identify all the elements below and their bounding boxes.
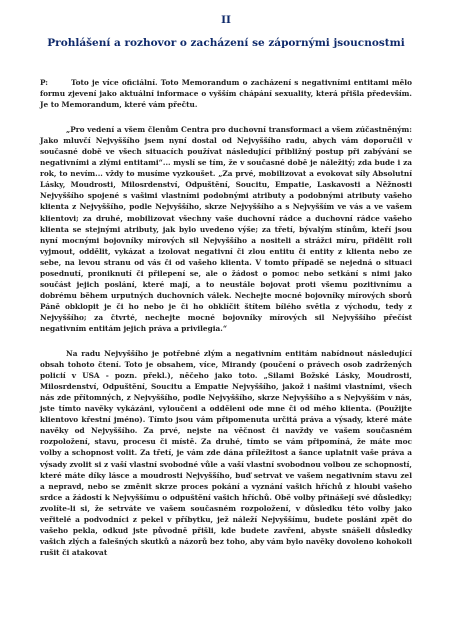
- paragraph-1-text: Toto je více oficiální. Toto Memorandum o zacházení s negativními entitami mělo formu zjevení jako aktuální informace o vyšším chápání sexuality, která přišla především. Je to Memorandum, které vám přečtu.: [40, 78, 412, 110]
- speaker-label: P:: [40, 78, 48, 87]
- paragraph-2: „Pro vedení a všem členům Centra pro duchovní transformaci a všem zúčastněným: Jako mluvčí Nejvyššího jsem nyní dostal od Nejvyššího radu, abych vám doporučil v současné době ve všech situacích používat následující přibližný postup při zabývání se negativními a zlými entitami“... myslí se tím, že v současné době je náležitý; zda bude i za rok, to nevím... vždy to musíme vyzkoušet. „Za prvé, mobilizovat a evokovat síly Absolutní Lásky, Moudrosti, Milosrdenství, Odpuštění, Soucitu, Empatie, Laskavosti a Něžnosti Nejvyššího spojené s vašimi vlastními podobnými atributy a podobnými atributy vašeho klienta z Nejvyššího, podle Nejvyššího, skrze Nejvyššího a s Nejvyšším ve vás a ve vašem klientovi; za druhé, mobilizovat všechny vaše duchovní rádce a duchovní rádce vašeho klienta se stejnými atributy, jak bylo uvedeno výše; za třetí, bývalým stínům, kteří jsou nyní mocnými bojovníky mírových sil Nejvyššího a nositeli a strážci míru, přidělit roli vyjmout, oddělit, vykázat a izolovat negativní či zlou entitu či entity z klienta nebo ze sebe, na levou stranu od vás či od vašeho klienta. V tomto případě se nejedná o situaci posednutí, proniknutí či přilepení se, ale o žádost o pomoc nebo setkání s nimi jako součást jejich poslání, které mají, a to neustále bojovat proti všemu pozitivnímu a dobrému během urputných duchovních válek. Nechejte mocné bojovníky mírových sborů Páně obklopit je či ho nebo je či ho obklíčit štítem bílého světla z východu, tedy z Nejvyššího; za čtvrté, nechejte mocné bojovníky mírových sil Nejvyššího přečíst negativním entitám jejich práva a privilegia.“: [40, 125, 412, 333]
- paragraph-1: [40, 77, 412, 110]
- paragraph-3: Na radu Nejvyššího je potřebné zlým a negativním entitám nabídnout následující obsah tohoto čtení. Toto je obsahem, více, Mirandy (poučení o právech osob zadržených policií v USA - pozn. překl.), něčeho jako toto. „Silami Božské Lásky, Moudrosti, Milosrdenství, Odpuštění, Soucitu a Empatie Nejvyššího, jakož i našimi vlastními, všech nás zde přítomných, z Nejvyššího, podle Nejvyššího, skrze Nejvyššího a s Nejvyšším v nás, jste tímto navěky vykázáni, vyloučeni a odděleni ode mne či od mého klienta. (Použijte klientovo křestní jméno). Tímto jsou vám připomenuta určitá práva a výsady, které máte navěky od Nejvyššího. Za prvé, nejste na věčnost či navždy ve vašem současném rozpoložení, stavu, procesu či místě. Za druhé, tímto se vám připomíná, že máte moc volby a schopnost volit. Za třetí, je vám zde dána příležitost a šance uplatnit vaše práva a výsady zvolit si z vaší vlastní svobodné vůle a vaší vlastní svobodnou volbou ze schopností, které máte díky lásce a moudrosti Nejvyššího, buď setrvat ve vašem negativním stavu zel a nepravd, nebo se změnit skrze proces pokání a vyznání vašich hříchů z hloubi vašeho srdce a žádostí k Nejvyššímu o odpuštění vašich hříchů. Obě volby přinášejí své důsledky; zvolíte-li si, že setrváte ve vašem současném rozpoložení, v důsledku této volby jako veřitelé a podvodníci z pekel v příbytku, jež náleží Nejvyššímu, budete posláni zpět do vašeho pekla, odkud jste původně přišli, kde budete zavřeni, abyste snášeli důsledky vašich zlých a falešných skutků a názorů bez toho, aby vám bylo navěky dovoleno kohokoli rušit či atakovat: [40, 349, 412, 557]
- chapter-title: Prohlášení a rozhovor o zacházení se zápornými jsoucnostmi: [47, 37, 405, 49]
- chapter-number: II: [221, 14, 231, 26]
